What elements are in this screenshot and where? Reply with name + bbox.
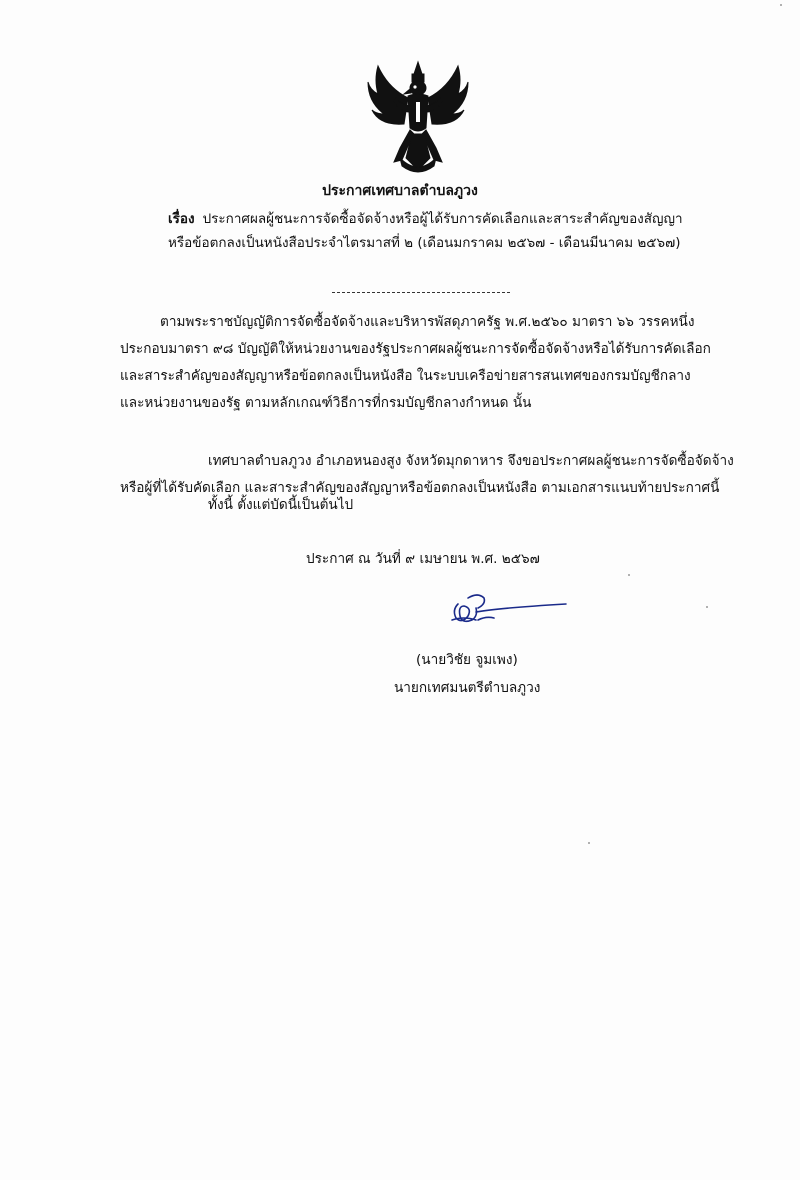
subject-line-2: หรือข้อตกลงเป็นหนังสือประจำไตรมาสที่ ๒ (เดือนมกราคม ๒๕๖๗ - เดือนมีนาคม ๒๕๖๗)	[168, 235, 681, 251]
announce-date: ประกาศ ณ วันที่ ๙ เมษายน พ.ศ. ๒๕๖๗	[306, 551, 540, 567]
document-title: ประกาศเทศบาลตำบลภูวง	[322, 183, 478, 199]
paragraph-1-line: ประกอบมาตรา ๙๘ บัญญัติให้หน่วยงานของรัฐประกาศผลผู้ชนะการจัดซื้อจัดจ้างหรือได้รับการคัดเลือก	[120, 341, 711, 357]
signer-name: (นายวิชัย จูมเพง)	[416, 652, 518, 668]
divider-line	[332, 292, 510, 293]
paragraph-2-line: เทศบาลตำบลภูวง อำเภอหนองสูง จังหวัดมุกดาหาร จึงขอประกาศผลผู้ชนะการจัดซื้อจัดจ้าง	[208, 453, 734, 469]
signer-title: นายกเทศมนตรีตำบลภูวง	[394, 680, 541, 696]
paragraph-1-line: ตามพระราชบัญญัติการจัดซื้อจัดจ้างและบริหารพัสดุภาครัฐ พ.ศ.๒๕๖๐ มาตรา ๖๖ วรรคหนึ่ง	[160, 314, 695, 330]
paragraph-3: ทั้งนี้ ตั้งแต่บัดนี้เป็นต้นไป	[208, 497, 354, 513]
paragraph-1	[120, 309, 760, 417]
scan-speck	[706, 606, 708, 608]
handwritten-signature-icon	[438, 590, 568, 634]
subject-line-1: ประกาศผลผู้ชนะการจัดซื้อจัดจ้างหรือผู้ได้รับการคัดเลือกและสาระสำคัญของสัญญา	[202, 211, 683, 227]
subject-block	[168, 207, 728, 255]
paragraph-1-line: และหน่วยงานของรัฐ ตามหลักเกณฑ์วิธีการที่กรมบัญชีกลางกำหนด นั้น	[120, 395, 532, 411]
paragraph-1-line: และสาระสำคัญของสัญญาหรือข้อตกลงเป็นหนังสือ ในระบบเครือข่ายสารสนเทศของกรมบัญชีกลาง	[120, 368, 691, 384]
garuda-emblem-icon	[364, 58, 472, 176]
scan-speck	[780, 4, 782, 6]
scan-speck	[588, 842, 590, 844]
scan-speck	[628, 574, 630, 576]
paragraph-2-line: หรือผู้ที่ได้รับคัดเลือก และสาระสำคัญของสัญญาหรือข้อตกลงเป็นหนังสือ ตามเอกสารแนบท้ายประกาศนี้	[120, 480, 720, 496]
subject-label: เรื่อง	[168, 211, 195, 227]
